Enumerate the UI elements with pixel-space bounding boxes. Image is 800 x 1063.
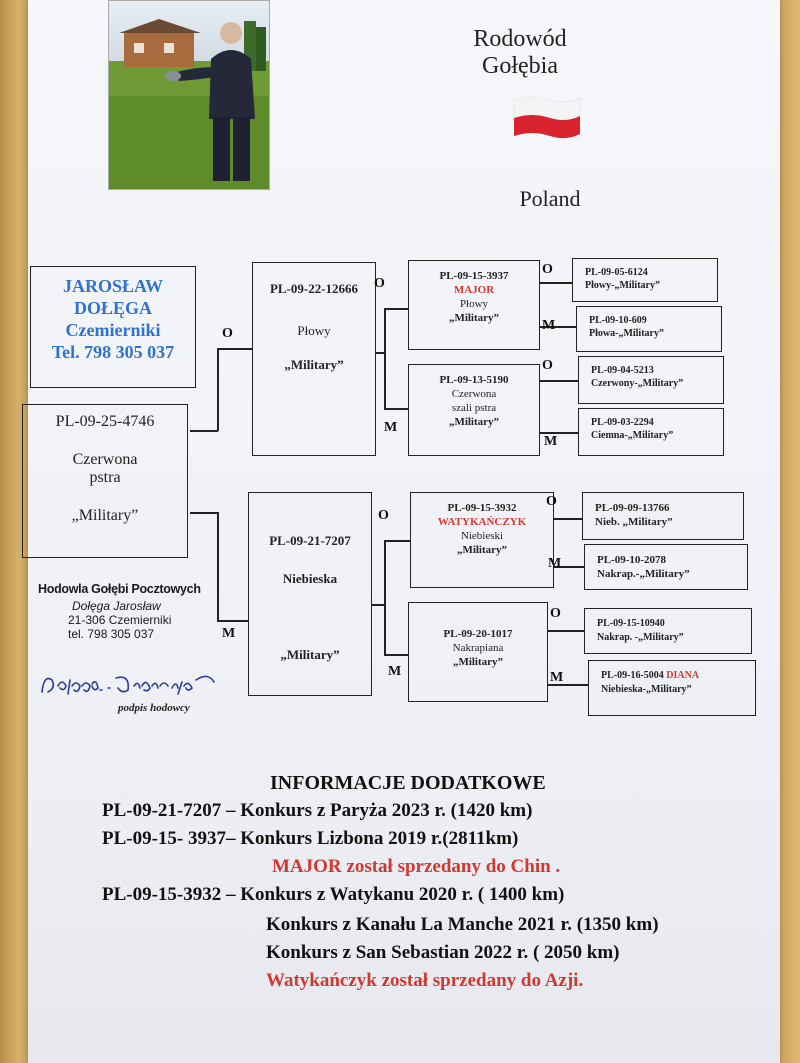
- gp-mo-breed: „Military”: [456, 544, 508, 556]
- gp-mm-ring: PL-09-20-1017: [443, 628, 513, 640]
- ggp-3-desc: Czerwony-„Military”: [591, 378, 684, 389]
- info-row-1: [102, 800, 532, 822]
- father-box: [252, 262, 376, 456]
- ggp-8-ring: PL-09-16-5004: [601, 670, 664, 681]
- connector: [540, 282, 572, 284]
- gp-fo-name: MAJOR: [453, 284, 495, 296]
- label-o: O: [374, 276, 385, 291]
- connector: [190, 512, 218, 514]
- connector: [384, 408, 408, 410]
- mother-breed: „Military”: [280, 647, 340, 662]
- info-r2-note: MAJOR został sprzedany do Chin .: [272, 856, 561, 877]
- connector: [217, 620, 249, 622]
- mother-color: Niebieska: [282, 571, 338, 586]
- connector: [217, 348, 253, 350]
- country-label: Poland: [519, 186, 581, 211]
- info-r2-text: Konkurs Lizbona 2019 r.(2811km): [240, 828, 519, 849]
- ggp-6-desc: Nakrap.-„Military”: [597, 568, 690, 580]
- label-m: M: [384, 420, 398, 435]
- info-r3-text3: Konkurs z San Sebastian 2022 r. ( 2050 km): [266, 942, 620, 963]
- ggp-5-desc: Nieb. „Military”: [595, 516, 673, 528]
- connector: [548, 630, 584, 632]
- connector: [372, 604, 384, 606]
- info-r3-ring: PL-09-15-3932 –: [102, 884, 236, 905]
- ggp-1-desc: Płowy-„Military”: [585, 280, 660, 291]
- ggp-2-desc: Płowa-„Military”: [589, 328, 664, 339]
- gp-fo-breed: „Military”: [448, 312, 500, 324]
- mother-box: [248, 492, 372, 696]
- gp-mm-breed: „Military”: [452, 656, 504, 668]
- father-breed: „Military”: [284, 357, 344, 372]
- ggp-6-ring: PL-09-10-2078: [597, 554, 667, 566]
- ggp-3-ring: PL-09-04-5213: [591, 365, 654, 376]
- wood-background-right: [778, 0, 800, 1063]
- grandparent-mother-mother-box: [408, 602, 548, 702]
- ggp-1-ring: PL-09-05-6124: [585, 267, 648, 278]
- info-row-2: [102, 828, 518, 850]
- label-o: O: [222, 326, 233, 341]
- ggp-4-desc: Ciemna-„Military”: [591, 430, 674, 441]
- gp-fm-breed: „Military”: [448, 416, 500, 428]
- stamp-line1: Hodowla Gołębi Pocztowych: [38, 582, 201, 596]
- father-color: Płowy: [297, 323, 331, 338]
- subject-color2: pstra: [89, 469, 121, 486]
- label-o: O: [550, 606, 561, 621]
- ggp-box-1: [572, 258, 718, 302]
- label-m: M: [222, 626, 236, 641]
- breeder-name-line1: JAROSŁAW: [62, 276, 164, 296]
- info-r3-note: Watykańczyk został sprzedany do Azji.: [266, 970, 584, 991]
- gp-fm-color2: szali pstra: [451, 402, 497, 414]
- subject-breed: „Military”: [71, 507, 139, 524]
- grandparent-father-mother-box: [408, 364, 540, 456]
- info-r3-text: Konkurs z Watykanu 2020 r. ( 1400 km): [240, 884, 565, 905]
- gp-mm-color: Nakrapiana: [452, 642, 504, 654]
- connector: [376, 352, 384, 354]
- subject-ring: PL-09-25-4746: [55, 413, 155, 430]
- connector: [554, 518, 582, 520]
- label-m: M: [544, 434, 558, 449]
- info-r1-ring: PL-09-21-7207 –: [102, 800, 236, 821]
- info-r3-text2: Konkurs z Kanału La Manche 2021 r. (1350 km): [266, 914, 659, 935]
- ggp-box-3: [578, 356, 724, 404]
- ggp-box-2: [576, 306, 722, 352]
- ggp-8-ring-row: [601, 669, 755, 683]
- label-o: O: [546, 494, 557, 509]
- connector: [384, 308, 408, 310]
- grandparent-mother-father-box: [410, 492, 554, 588]
- info-title: INFORMACJE DODATKOWE: [270, 772, 546, 794]
- ggp-box-5: [582, 492, 744, 540]
- breeder-box: [30, 266, 196, 388]
- label-o: O: [542, 358, 553, 373]
- ggp-box-4: [578, 408, 724, 456]
- ggp-7-ring: PL-09-15-10940: [597, 618, 665, 629]
- father-ring: PL-09-22-12666: [269, 281, 359, 296]
- ggp-7-desc: Nakrap. -„Military”: [597, 632, 684, 643]
- gp-mo-ring: PL-09-15-3932: [447, 502, 517, 514]
- ggp-4-ring: PL-09-03-2294: [591, 417, 654, 428]
- ggp-box-6: [584, 544, 748, 590]
- gp-mo-color: Niebieski: [460, 530, 504, 542]
- gp-fo-ring: PL-09-15-3937: [439, 270, 509, 282]
- gp-fm-color1: Czerwona: [451, 388, 497, 400]
- stamp-line2: Dołęga Jarosław: [72, 599, 161, 613]
- stamp-line4: tel. 798 305 037: [68, 627, 155, 641]
- breeder-name-line2: DOŁĘGA: [73, 298, 152, 318]
- connector: [190, 430, 218, 432]
- gp-mo-name: WATYKAŃCZYK: [437, 516, 527, 528]
- ggp-box-8: [588, 660, 756, 716]
- grandparent-father-father-box: [408, 260, 540, 350]
- label-m: M: [550, 670, 564, 685]
- subject-color1: Czerwona: [72, 451, 138, 468]
- connector: [540, 380, 578, 382]
- ggp-8-desc: Niebieska-„Military”: [601, 684, 692, 695]
- stamp-line3: 21-306 Czemierniki: [68, 613, 172, 627]
- gp-fo-color: Płowy: [459, 298, 489, 310]
- signature-caption: podpis hodowcy: [118, 702, 190, 714]
- gp-fm-ring: PL-09-13-5190: [439, 374, 509, 386]
- connector: [217, 348, 219, 431]
- ggp-8-name: DIANA: [666, 670, 700, 681]
- page-title: Rodowód Gołębia: [473, 26, 567, 79]
- label-m: M: [548, 556, 562, 571]
- breeder-stamp: [38, 582, 218, 641]
- label-o: O: [378, 508, 389, 523]
- label-m: M: [388, 664, 402, 679]
- ggp-2-ring: PL-09-10-609: [589, 315, 647, 326]
- connector: [384, 540, 386, 654]
- breeder-photo: [108, 0, 270, 190]
- subject-pigeon-box: [22, 404, 188, 558]
- connector: [384, 654, 408, 656]
- mother-ring: PL-09-21-7207: [269, 533, 351, 548]
- signature-image: [38, 664, 220, 704]
- connector: [384, 308, 386, 408]
- connector: [384, 540, 410, 542]
- breeder-phone: Tel. 798 305 037: [51, 342, 175, 362]
- ggp-5-ring: PL-09-09-13766: [595, 502, 670, 514]
- ggp-box-7: [584, 608, 752, 654]
- info-r2-ring: PL-09-15- 3937–: [102, 828, 236, 849]
- label-o: O: [542, 262, 553, 277]
- info-row-3: [102, 884, 564, 906]
- info-r1-text: Konkurs z Paryża 2023 r. (1420 km): [240, 800, 533, 821]
- label-m: M: [542, 318, 556, 333]
- breeder-town: Czemierniki: [65, 320, 161, 340]
- poland-flag: [512, 94, 582, 140]
